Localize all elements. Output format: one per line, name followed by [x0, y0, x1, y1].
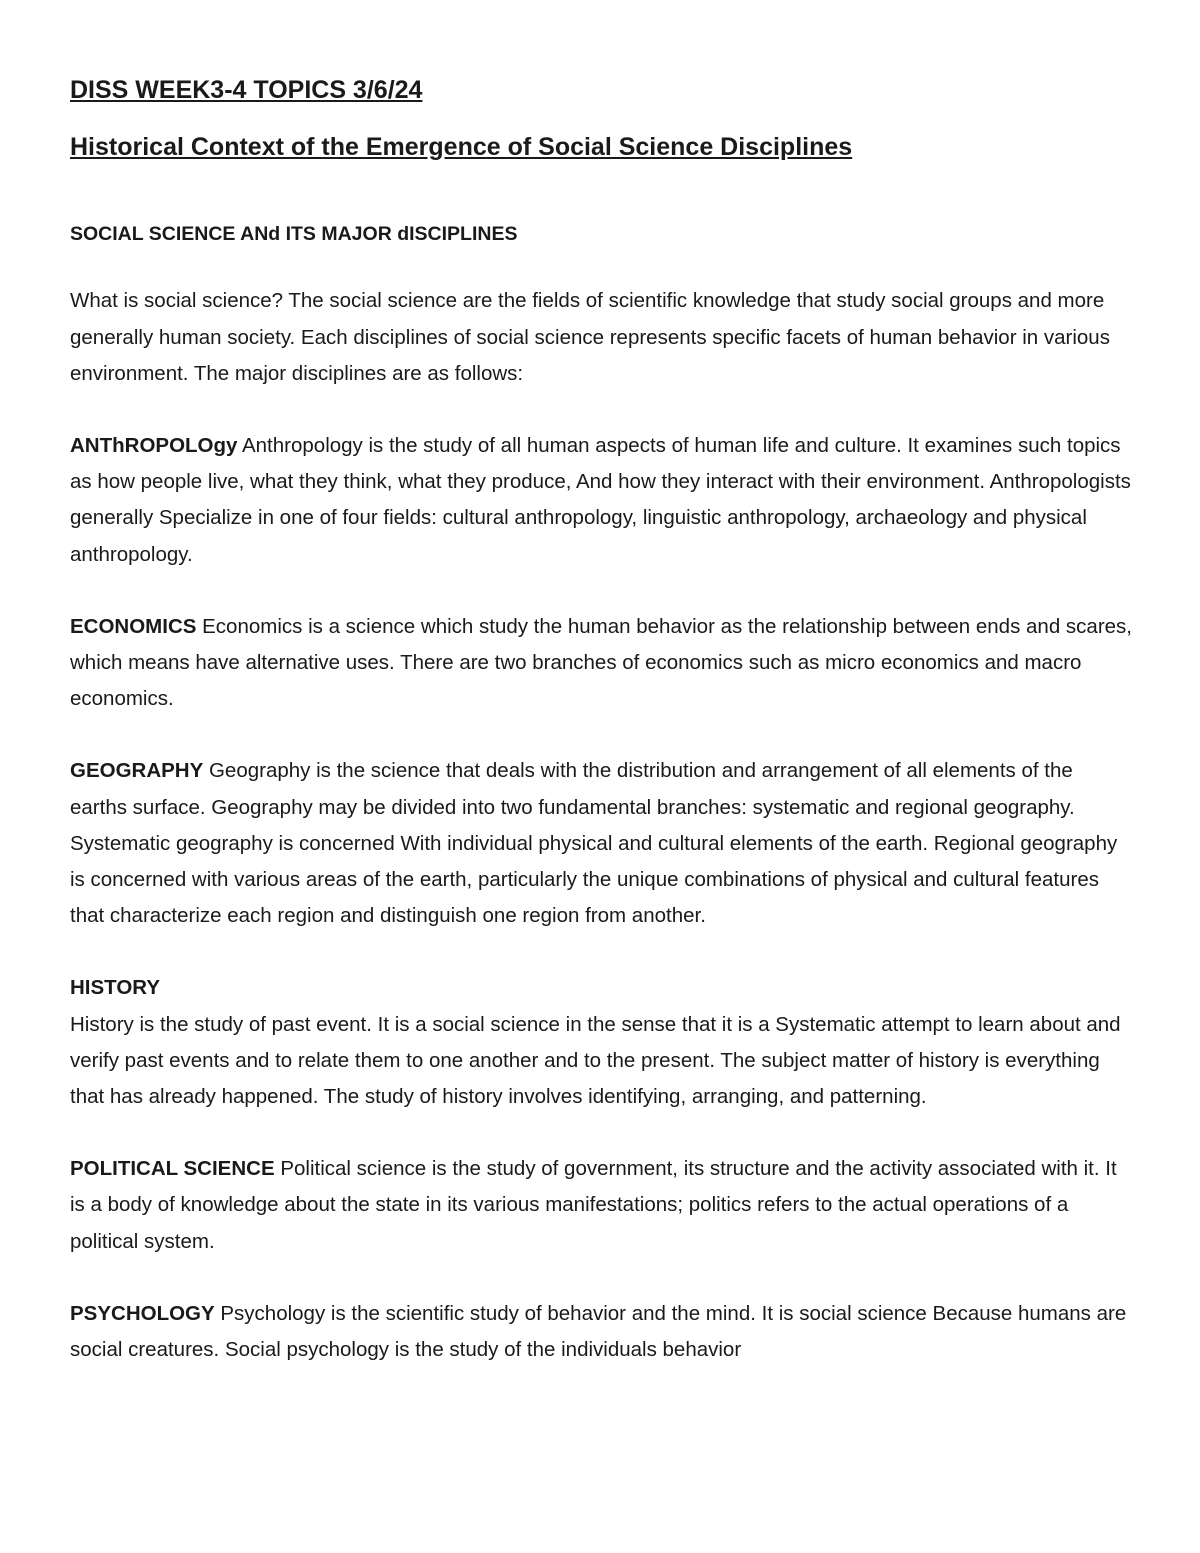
section-heading: SOCIAL SCIENCE ANd ITS MAJOR dISCIPLINES: [70, 223, 518, 245]
term-history: HISTORY: [70, 976, 160, 1000]
term-anthropology: ANThROPOLOgy: [70, 433, 238, 457]
paragraph-history: [70, 970, 1132, 1115]
term-economics: ECONOMICS: [70, 614, 197, 638]
paragraph-economics: [70, 609, 1132, 718]
document-page: [70, 74, 1132, 1404]
text-history: History is the study of past event. It is a social science in the sense that it is a Systematic attempt to learn about and verify past events and to relate them to one another and to the present. The subject matter of history is everything that has already happened. The study of history involves identifying, arranging, and patterning.: [70, 1012, 1121, 1108]
paragraph-geography: [70, 753, 1132, 934]
document-title: DISS WEEK3-4 TOPICS 3/6/24: [70, 76, 423, 104]
term-political-science: POLITICAL SCIENCE: [70, 1157, 275, 1181]
text-political-science: Political science is the study of government, its structure and the activity associated with it. It is a body of knowledge about the state in its various manifestations; politics refers to the actual operations of a political system.: [70, 1157, 1117, 1253]
paragraph-political-science: [70, 1151, 1132, 1260]
text-psychology: Psychology is the scientific study of behavior and the mind. It is social science Because humans are social creatures. Social psychology is the study of the individuals behavior: [70, 1301, 1127, 1361]
paragraph-anthropology: [70, 428, 1132, 573]
term-psychology: PSYCHOLOGY: [70, 1301, 215, 1325]
paragraph-psychology: [70, 1296, 1132, 1368]
text-anthropology: Anthropology is the study of all human aspects of human life and culture. It examines such topics as how people live, what they think, what they produce, And how they interact with their environment. Anthropologists generally Specialize in one of four fields: cultural anthropology, linguistic anthropology, archaeology and physical anthropology.: [70, 433, 1131, 566]
text-geography: Geography is the science that deals with the distribution and arrangement of all elements of the earths surface. Geography may be divided into two fundamental branches: systematic and regional geography. Systematic geography is concerned With individual physical and cultural elements of the earth. Regional geography is concerned with various areas of the earth, particularly the unique combinations of physical and cultural features that characterize each region and distinguish one region from another.: [70, 759, 1118, 928]
text-economics: Economics is a science which study the human behavior as the relationship between ends and scares, which means have alternative uses. There are two branches of economics such as micro economics and macro economics.: [70, 614, 1132, 711]
term-geography: GEOGRAPHY: [70, 759, 204, 783]
document-subtitle: Historical Context of the Emergence of Social Science Disciplines: [70, 132, 853, 161]
intro-paragraph: What is social science? The social science are the fields of scientific knowledge that study social groups and more generally human society. Each disciplines of social science represents specific facets of human behavior in various environment. The major disciplines are as follows:: [70, 289, 1110, 385]
